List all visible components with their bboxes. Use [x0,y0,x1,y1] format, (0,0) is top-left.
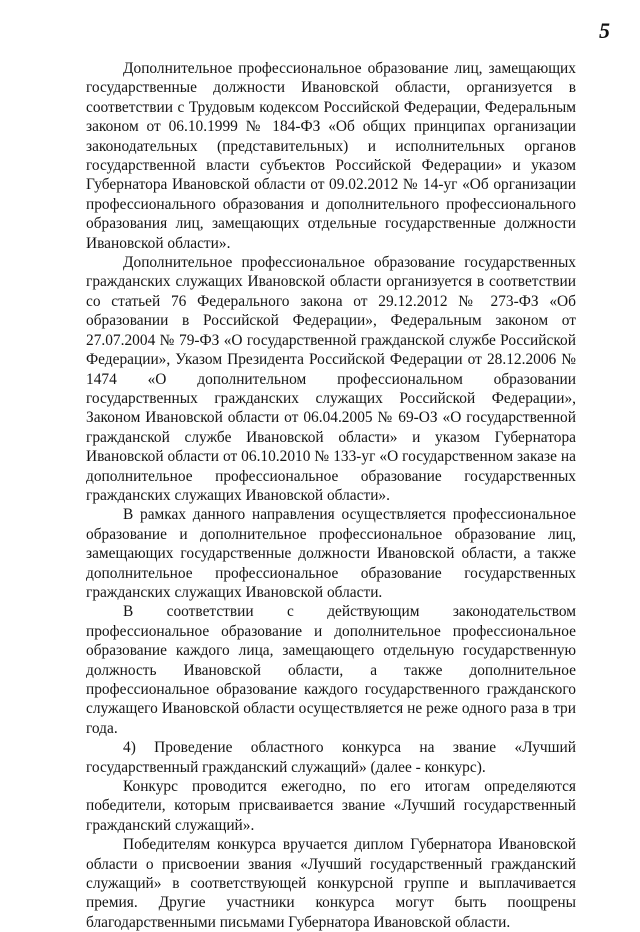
paragraph-education-frequency: В соответствии с действующим законодательством профессиональное образование и дополнительное профессиональное образование каждого лица, замещающего отдельную государственную должность Ивановской области, а также дополнительное профессиональное образование каждого государственного гражданского служащего Ивановской области осуществляется не реже одного раза в три года. [86,603,576,737]
paragraph-contest-annual: Конкурс проводится ежегодно, по его итогам определяются победители, которым присваивается звание «Лучший государственный гражданский служащий». [86,778,576,834]
page-number: 5 [599,18,610,43]
paragraph-contest-awards: Победителям конкурса вручается диплом Губернатора Ивановской области о присвоении звания «Лучший государственный гражданский служащий» в соответствующей конкурсной группе и выплачивается премия. Другие участники конкурса могут быть поощрены благодарственными письмами Губернатора Ивановской области. [86,836,576,931]
paragraph-direction-scope: В рамках данного направления осуществляется профессиональное образование и дополнительное профессиональное образование лиц, замещающих государственные должности Ивановской области, а также дополнительное профессиональное образование государственных гражданских служащих Ивановской области. [86,506,576,601]
paragraph-civil-servants-education: Дополнительное профессиональное образование государственных гражданских служащих Ивановской области организуется в соответствии со статьей 76 Федерального закона от 29.12.2012 № 273-ФЗ «Об образовании в Российской Федерации», Федеральным законом от 27.07.2004 № 79-ФЗ «О государственной гражданской службе Российской Федерации», Указом Президента Российской Федерации от 28.12.2006 № 1474 «О дополнительном профессиональном образовании государственных гражданских служащих Российской Федерации», Законом Ивановской области от 06.04.2005 № 69-ОЗ «О государственной гражданской службе Ивановской области» и указом Губернатора Ивановской области от 06.10.2010 № 133-уг «О государственном заказе на дополнительное профессиональное образование государственных гражданских служащих Ивановской области». [86,254,576,504]
paragraph-contest-item: 4) Проведение областного конкурса на звание «Лучший государственный гражданский служащий» (далее - конкурс). [86,739,576,776]
document-body [86,59,576,932]
paragraph-officials-education: Дополнительное профессиональное образование лиц, замещающих государственные должности Ивановской области, организуется в соответствии с Трудовым кодексом Российской Федерации, Федеральным законом от 06.10.1999 № 184-ФЗ «Об общих принципах организации законодательных (представительных) и исполнительных органов государственной власти субъектов Российской Федерации» и указом Губернатора Ивановской области от 09.02.2012 № 14-уг «Об организации профессионального образования и дополнительного профессионального образования лиц, замещающих отдельные государственные должности Ивановской области». [86,60,576,252]
